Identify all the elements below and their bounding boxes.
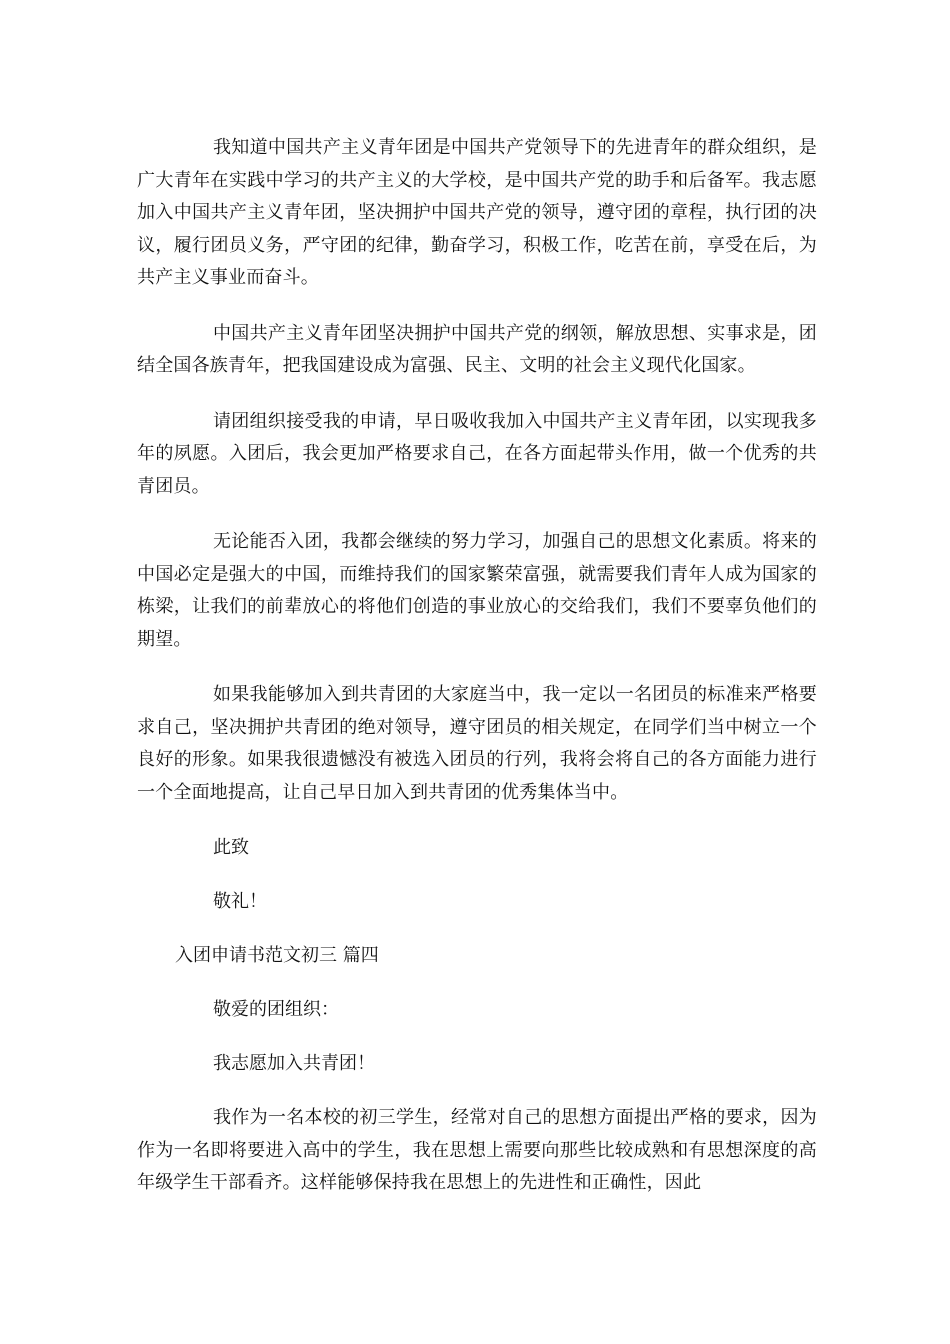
- declaration: 我志愿加入共青团！: [213, 1053, 375, 1074]
- paragraph-2: 中国共产主义青年团坚决拥护中国共产党的纲领，解放思想、实事求是，团结全国各族青年，把我国建设成为富强、民主、文明的社会主义现代化国家。: [137, 322, 817, 376]
- paragraph-last: 我作为一名本校的初三学生，经常对自己的思想方面提出严格的要求，因为作为一名即将要进入高中的学生，我在思想上需要向那些比较成熟和有思想深度的高年级学生干部看齐。这样能够保持我在思想上的先进性和正确性，因此: [137, 1107, 817, 1193]
- closing-jingli: 敬礼！: [213, 891, 267, 912]
- closing-cizhi: 此致: [213, 837, 249, 858]
- paragraph-5: 如果我能够加入到共青团的大家庭当中，我一定以一名团员的标准来严格要求自己，坚决拥护共青团的绝对领导，遵守团员的相关规定，在同学们当中树立一个良好的形象。如果我很遗憾没有被选入团员的行列，我将会将自己的各方面能力进行一个全面地提高，让自己早日加入到共青团的优秀集体当中。: [137, 684, 817, 803]
- paragraph-3: 请团组织接受我的申请，早日吸收我加入中国共产主义青年团，以实现我多年的夙愿。入团后，我会更加严格要求自己，在各方面起带头作用，做一个优秀的共青团员。: [137, 410, 817, 497]
- paragraph-4: 无论能否入团，我都会继续的努力学习，加强自己的思想文化素质。将来的中国必定是强大的中国，而维持我们的国家繁荣富强，就需要我们青年人成为国家的栋梁，让我们的前辈放心的将他们创造的事业放心的交给我们，我们不要辜负他们的期望。: [137, 531, 817, 650]
- salutation: 敬爱的团组织：: [213, 999, 339, 1020]
- document-body: [137, 132, 817, 1223]
- section-heading: 入团申请书范文初三 篇四: [175, 945, 379, 966]
- paragraph-1: 我知道中国共产主义青年团是中国共产党领导下的先进青年的群众组织，是广大青年在实践中学习的共产主义的大学校，是中国共产党的助手和后备军。我志愿加入中国共产主义青年团，坚决拥护中国共产党的领导，遵守团的章程，执行团的决议，履行团员义务，严守团的纪律，勤奋学习，积极工作，吃苦在前，享受在后，为共产主义事业而奋斗。: [137, 137, 817, 288]
